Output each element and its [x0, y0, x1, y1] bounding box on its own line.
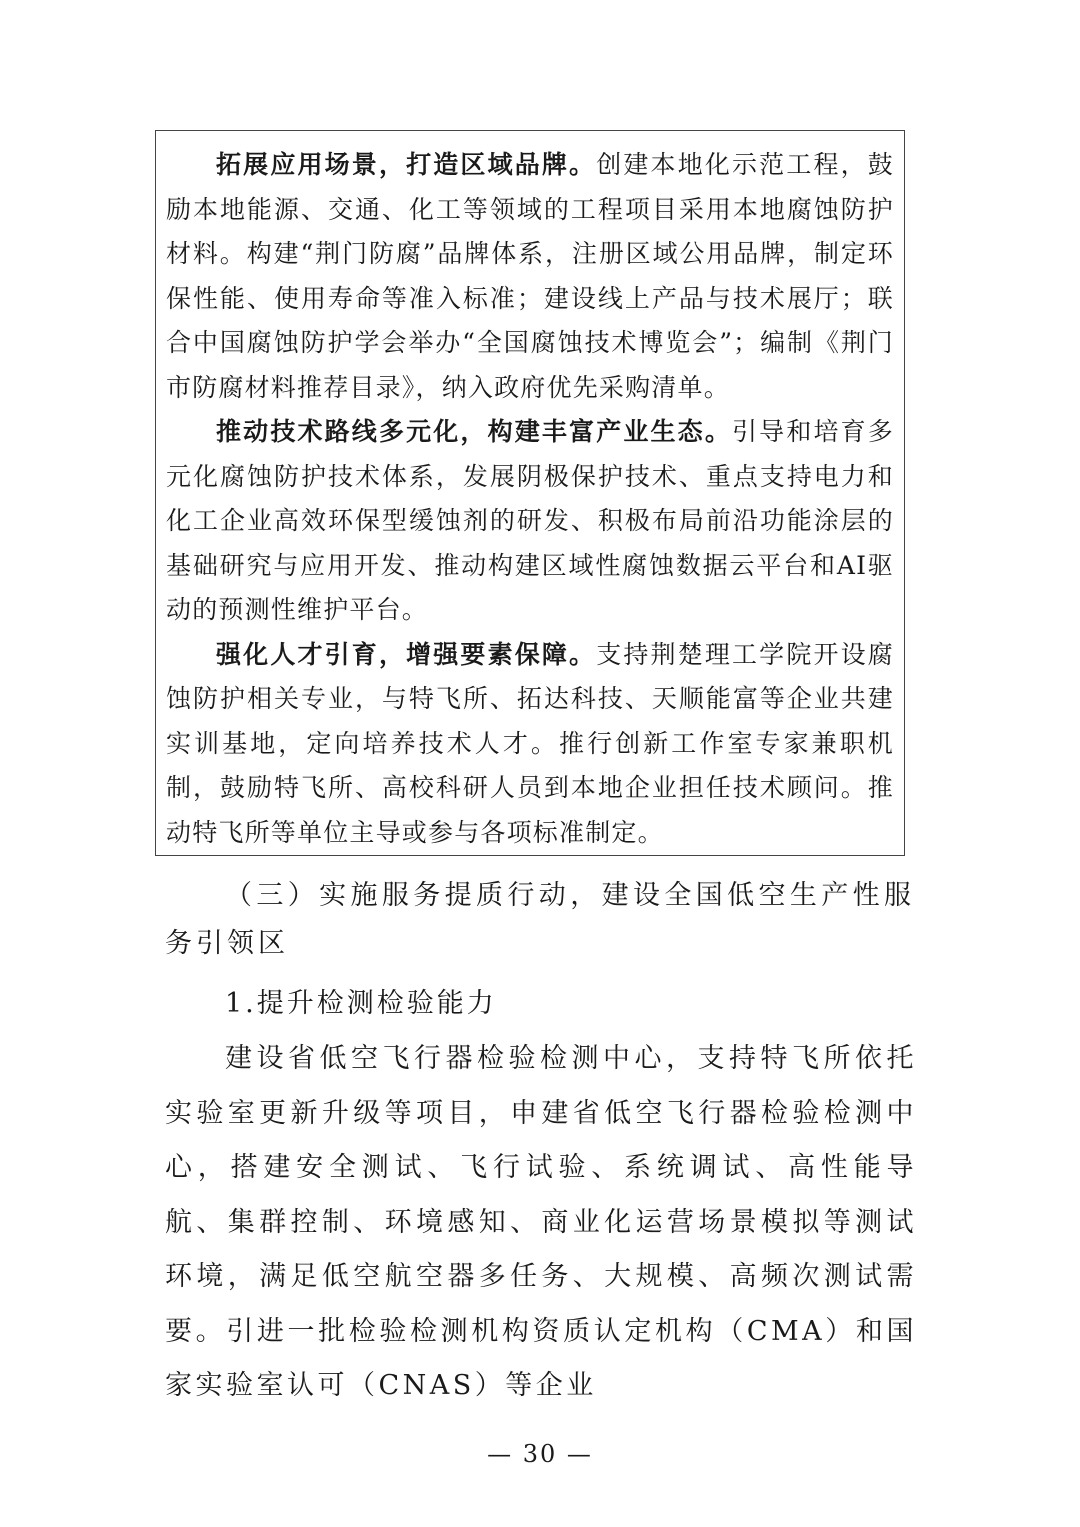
box-paragraph-3-text: 支持荆楚理工学院开设腐蚀防护相关专业，与特飞所、拓达科技、天顺能富等企业共建实训基地，定向培养技术人才。推行创新工作室专家兼职机制，鼓励特飞所、高校科研人员到本地企业担任技术顾问。推动特飞所等单位主导或参与各项标准制定。 [166, 639, 894, 847]
box-paragraph-3-title: 强化人才引育，增强要素保障。 [216, 639, 597, 669]
section-heading: （三）实施服务提质行动，建设全国低空生产性服务引领区 [165, 880, 915, 959]
box-paragraph-2 [166, 410, 894, 633]
box-paragraph-3 [166, 633, 894, 856]
box-paragraph-2-title: 推动技术路线多元化，构建丰富产业生态。 [216, 417, 732, 446]
box-paragraph-1 [166, 143, 894, 410]
page-number: — 30 — [487, 1440, 593, 1468]
subsection-heading: 1.提升检测检验能力 [225, 988, 497, 1019]
body-paragraph: 建设省低空飞行器检验检测中心，支持特飞所依托实验室更新升级等项目，申建省低空飞行器检验检测中心，搭建安全测试、飞行试验、系统调试、高性能导航、集群控制、环境感知、商业化运营场景模拟等测试环境，满足低空航空器多任务、大规模、高频次测试需要。引进一批检验检测机构资质认定机构（CMA）和国家实验室认可（CNAS）等企业 [165, 1043, 917, 1401]
box-paragraph-2-text: 引导和培育多元化腐蚀防护技术体系，发展阴极保护技术、重点支持电力和化工企业高效环保型缓蚀剂的研发、积极布局前沿功能涂层的基础研究与应用开发、推动构建区域性腐蚀数据云平台和AI驱动的预测性维护平台。 [166, 417, 894, 624]
box-paragraph-1-title: 拓展应用场景，打造区域品牌。 [216, 150, 597, 179]
highlight-box [155, 130, 905, 856]
box-paragraph-1-text: 创建本地化示范工程，鼓励本地能源、交通、化工等领域的工程项目采用本地腐蚀防护材料。构建“荆门防腐”品牌体系，注册区域公用品牌，制定环保性能、使用寿命等准入标准；建设线上产品与技术展厅；联合中国腐蚀防护学会举办“全国腐蚀技术博览会”；编制《荆门市防腐材料推荐目录》，纳入政府优先采购清单。 [166, 150, 894, 402]
